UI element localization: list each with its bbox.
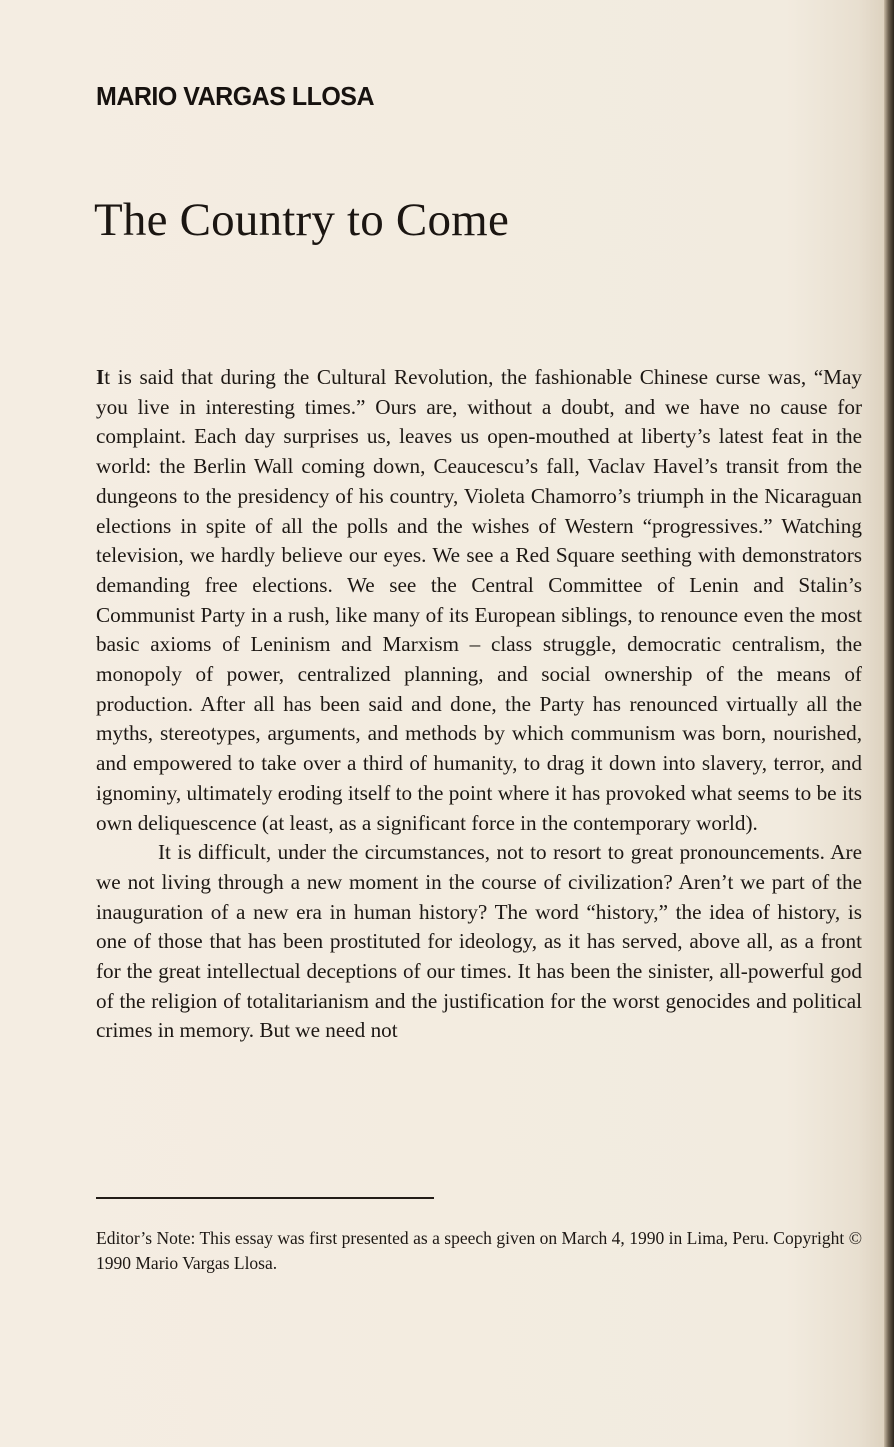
- editors-note: Editor’s Note: This essay was first presented as a speech given on March 4, 1990 in Lima, Peru. Copyright © 1990 Mario Vargas Llosa.: [96, 1228, 862, 1273]
- page-binding-edge: [884, 0, 894, 1447]
- drop-cap-letter: I: [96, 365, 105, 389]
- footnote-rule: [96, 1197, 434, 1199]
- paragraph-1-text: t is said that during the Cultural Revolution, the fashionable Chinese curse was, “May you live in interesting times.” Ours are, without a doubt, and we have no cause for complaint. Each day surprises us, leaves us open-mouthed at liberty’s latest feat in the world: the Berlin Wall coming down, Ceaucescu’s fall, Vaclav Havel’s transit from the dungeons to the presidency of his country, Violeta Chamorro’s triumph in the Nicaraguan elections in spite of all the polls and the wishes of Western “progressives.” Watching television, we hardly believe our eyes. We see a Red Square seething with demonstrators demanding free elections. We see the Central Committee of Lenin and Stalin’s Communist Party in a rush, like many of its European siblings, to renounce even the most basic axioms of Leninism and Marxism – class struggle, democratic centralism, the monopoly of power, centralized planning, and social ownership of the means of production. After all has been said and done, the Party has renounced virtually all the myths, stereotypes, arguments, and methods by which communism was born, nourished, and empowered to take over a third of humanity, to drag it down into slavery, terror, and ignominy, ultimately eroding itself to the point where it has provoked what seems to be its own deliquescence (at least, as a significant force in the contemporary world).: [96, 365, 862, 835]
- essay-body: [96, 363, 862, 1046]
- essay-title: The Country to Come: [94, 194, 510, 246]
- author-name: MARIO VARGAS LLOSA: [96, 82, 375, 112]
- paragraph-2: It is difficult, under the circumstances, not to resort to great pronouncements. Are we not living through a new moment in the course of civilization? Aren’t we part of the inauguration of a new era in human history? The word “history,” the idea of history, is one of those that has been prostituted for ideology, as it has served, above all, as a front for the great intellectual deceptions of our times. It has been the sinister, all-powerful god of the religion of totalitarianism and the justification for the worst genocides and political crimes in memory. But we need not: [96, 840, 862, 1043]
- paragraph-1: [96, 363, 862, 838]
